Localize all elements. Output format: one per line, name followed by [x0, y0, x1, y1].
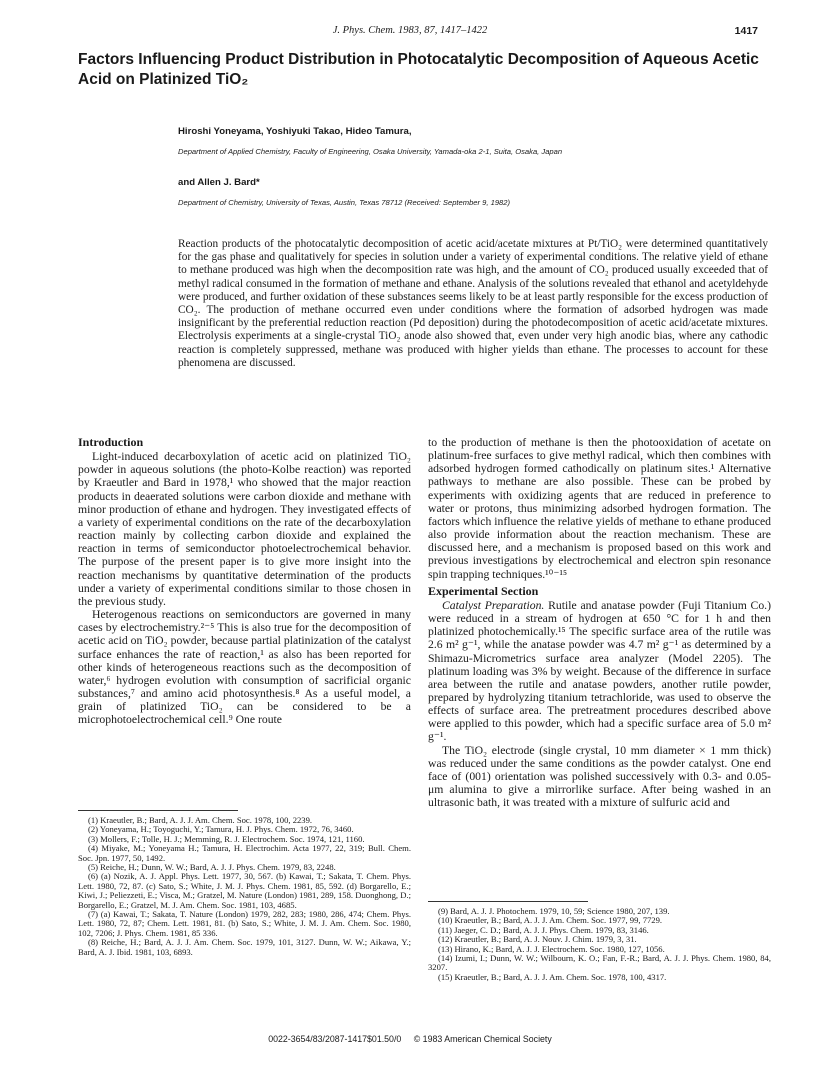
catalyst-preparation-subheading: Catalyst Preparation. [442, 598, 545, 612]
article-title: Factors Influencing Product Distribution in Photocatalytic Decomposition of Aqueous Acetic Acid on Platinized TiO₂ [78, 51, 759, 88]
reference-2: (2) Yoneyama, H.; Toyoguchi, Y.; Tamura, H. J. Phys. Chem. 1972, 76, 3460. [88, 824, 354, 835]
reference-1: (1) Kraeutler, B.; Bard, A. J. J. Am. Chem. Soc. 1978, 100, 2239. [88, 815, 313, 825]
reference-6: (6) (a) Nozik, A. J. Appl. Phys. Lett. 1977, 30, 567. (b) Kawai, T.; Sakata, T. Chem. Phys. Lett. 1980, 72, 87. (c) Sato, S.; White, J. M. J. Phys. Chem. 1981, 85, 592. (d) Borgarello, E.; Kiwi, J.; Peliezzeti, E.; Visca, M.; Gratzel, M. Nature (London) 1981, 289, 158. Duonghong, D.; Borgarello, E.; Gratzel, M. J. Am. Chem. Soc. 1981, 103, 4685. [78, 871, 411, 910]
reference-15: (15) Kraeutler, B.; Bard, A. J. J. Am. Chem. Soc. 1978, 100, 4317. [438, 971, 667, 982]
right-column [428, 436, 771, 809]
experimental-paragraph-1 [428, 599, 771, 744]
references-right [428, 907, 771, 982]
experimental-paragraph-2: The TiO₂ electrode (single crystal, 10 mm diameter × 1 mm thick) was reduced under the same conditions as the powder catalyst. One end face of (001) orientation was polished successively with 0.3- and 0.05-μm alumina to give a mirrorlike surface. After being washed in an ultrasonic bath, it was treated with a mixture of sulfuric acid and [428, 743, 771, 810]
intro-paragraph-2: Heterogenous reactions on semiconductors are governed in many cases by electrochemistry.²⁻⁵ This is also true for the decomposition of acetic acid on TiO₂ powder, because partial platinization of the catalyst surface enhances the rate of reaction,¹ as also has been reported for other kinds of heterogeneous reactions such as the decomposition of water,⁶ hydrogen evolution with consumption of sacrificial organic substances,⁷ and amino acid photosynthesis.⁸ As a useful model, a grain of platinized TiO₂ can be considered to be a microphotoelectrochemical cell.⁹ One route [78, 608, 411, 727]
abstract: Reaction products of the photocatalytic decomposition of acetic acid/acetate mixtures at Pt/TiO₂ were determined quantitatively for the gas phase and qualitatively for species in solution under a variety of experimental conditions. The relative yield of ethane to methane produced was high when the decomposition rate was high, and the amount of CO₂ produced usually exceeded that of methyl radical consumed in the formation of methane and ethane. Analysis of the solutions revealed that ethanol and acetyldehyde were produced, and further oxidation of these substances seems likely to be at least partly responsible for the excess production of CO₂. The production of methane occurred even under conditions where the formation of adsorbed hydrogen was made insignificant by the preferential reduction reaction (Pd deposition) during the photodecomposition of acetic acid/acetate mixtures. Electrolysis experiments at a single-crystal TiO₂ anode also showed that, even under very high anodic bias, where any cathodic reaction is completely suppressed, methane was produced with higher yields than ethane. The processes to account for these phenomena are discussed. [178, 238, 768, 369]
copyright-notice: © 1983 American Chemical Society [413, 1034, 552, 1044]
catalyst-preparation-text: Rutile and anatase powder (Fuji Titanium Co.) were reduced in a stream of hydrogen at 650 °C for 1 h and then platinized photochemically.¹⁵ The specific surface area of the rutile was 2.6 m² g⁻¹, while the anatase powder was 4.7 m² g⁻¹ as determined by a Shimazu-Micrometrics surface area analyzer (Model 2205). The platinum loading was 3% by weight. Because of the difference in surface area between the rutile and anatase powders, another rutile powder, prepared by hydrolyzing titanium tetrachloride, was used to observe the effects of surface area. The pretreatment procedures described above were applied to this powder, which had a specific surface area of 5.0 m² g⁻¹. [428, 598, 771, 744]
intro-paragraph-1: Light-induced decarboxylation of acetic acid on platinized TiO₂ powder in aqueous solutions (the photo-Kolbe reaction) was reported by Kraeutler and Bard in 1978,¹ who showed that the major reaction products in deaerated solutions were carbon dioxide and methane with minor production of ethane and hydrogen. They investigated effects of a variety of experimental conditions on the rate of the decarboxylation reaction mainly by collecting carbon dioxide and explained the reaction in terms of semiconductor photoelectrochemical behavior. The purpose of the present paper is to give more insight into the reaction mechanisms by quantitative determination of the products under a variety of experimental conditions similar to those chosen in the previous study. [78, 450, 411, 608]
author-list-secondary: and Allen J. Bard* [178, 177, 260, 188]
article-code: 0022-3654/83/2087-1417$01.50/0 [268, 1034, 402, 1044]
footnote-divider-left [78, 810, 238, 811]
journal-citation: J. Phys. Chem. 1983, 87, 1417–1422 [332, 25, 488, 36]
reference-4: (4) Miyake, M.; Yoneyama H.; Tamura, H. Electrochim. Acta 1977, 22, 319; Bull. Chem. Soc. Jpn. 1977, 50, 1492. [78, 843, 411, 863]
reference-14: (14) Izumi, I.; Dunn, W. W.; Wilbourn, K. O.; Fan, F.-R.; Bard, A. J. J. Phys. Chem. 1980, 84, 3207. [428, 953, 771, 973]
reference-9: (9) Bard, A. J. J. Photochem. 1979, 10, 59; Science 1980, 207, 139. [438, 906, 670, 916]
experimental-heading: Experimental Section [428, 583, 539, 598]
author-list-primary: Hiroshi Yoneyama, Yoshiyuki Takao, Hideo Tamura, [178, 126, 412, 137]
references-left [78, 816, 411, 957]
reference-13: (13) Hirano, K.; Bard, A. J. J. Electrochem. Soc. 1980, 127, 1056. [438, 943, 665, 954]
introduction-heading: Introduction [78, 435, 144, 449]
intro-paragraph-3: to the production of methane is then the photooxidation of acetate on platinum-free surfaces to give methyl radical, which then combines with adsorbed hydrogen formed cathodically on platinum sites.¹ Alternative pathways to methane are also possible. These can be probed by experiments with oxidizing agents that are reduced in preference to water or protons, thus minimizing adsorbed hydrogen formation. The factors which influence the relative yields of methane to ethane produced also provide information about the reaction mechanism. These are discussed here, and a mechanism is proposed based on this work and previous investigations by electrochemical and electron spin resonance spin trapping techniques.¹⁰⁻¹⁵ [428, 436, 771, 581]
reference-8: (8) Reiche, H.; Bard, A. J. J. Am. Chem. Soc. 1979, 101, 3127. Dunn, W. W.; Aikawa, Y.; Bard, A. J. Ibid. 1981, 103, 6893. [78, 937, 411, 957]
reference-10: (10) Kraeutler, B.; Bard, A. J. J. Am. Chem. Soc. 1977, 99, 7729. [438, 915, 663, 926]
reference-7: (7) (a) Kawai, T.; Sakata, T. Nature (London) 1979, 282, 283; 1980, 286, 474; Chem. Phys. Lett. 1980, 72, 87; Chem. Lett. 1981, 81. (b) Sato, S.; White, J. M. J. Am. Chem. Soc. 1980, 102, 7206; J. Phys. Chem. 1981, 85 336. [78, 909, 411, 938]
reference-12: (12) Kraeutler, B.; Bard, A. J. Nouv. J. Chim. 1979, 3, 31. [438, 934, 637, 945]
reference-11: (11) Jaeger, C. D.; Bard, A. J. J. Phys. Chem. 1979, 83, 3146. [438, 924, 649, 935]
reference-3: (3) Mollers, F.; Tolle, H. J.; Memming, R. J. Electrochem. Soc. 1974, 121, 1160. [88, 833, 365, 844]
affiliation-osaka: Department of Applied Chemistry, Faculty of Engineering, Osaka University, Yamada-oka 2-1, Suita, Osaka, Japan [178, 147, 563, 156]
affiliation-texas: Department of Chemistry, University of Texas, Austin, Texas 78712 (Received: September 9, 1982) [178, 198, 511, 207]
running-header [0, 25, 820, 39]
left-column [78, 436, 411, 726]
page-number: 1417 [734, 25, 758, 37]
reference-5: (5) Reiche, H.; Dunn, W. W.; Bard, A. J. J. Phys. Chem. 1979, 83, 2248. [88, 862, 336, 873]
page-footer [0, 1034, 820, 1044]
footnote-divider-right [428, 901, 588, 902]
